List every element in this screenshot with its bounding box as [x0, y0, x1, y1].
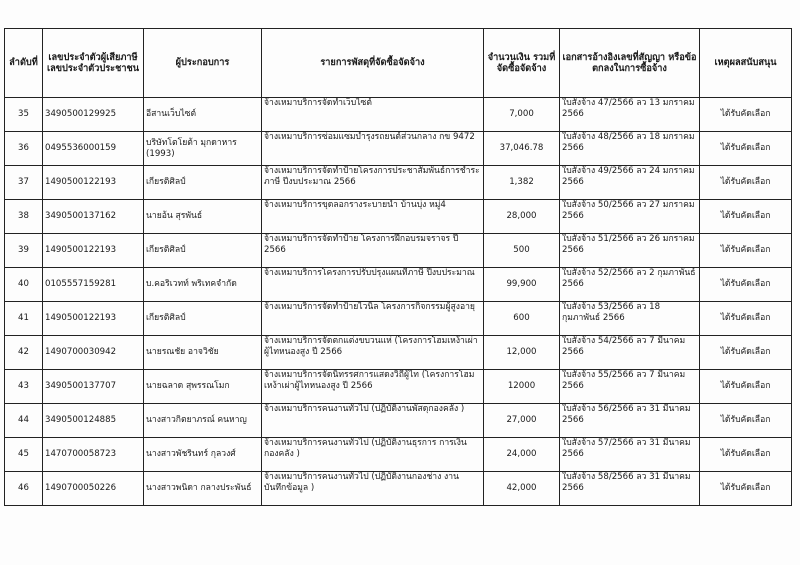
vendor-cell: เกียรติศิลป์ — [144, 302, 262, 336]
reason-cell: ได้รับคัดเลือก — [700, 404, 792, 438]
row-number: 43 — [5, 370, 43, 404]
vendor-cell: นายอ้น สุรพันธ์ — [144, 200, 262, 234]
amount-cell: 500 — [484, 234, 560, 268]
tax-id-cell: 1470700058723 — [43, 438, 144, 472]
tax-id-cell: 0495536000159 — [43, 132, 144, 166]
row-number: 42 — [5, 336, 43, 370]
reference-cell: ใบสั่งจ้าง 47/2566 ลว 13 มกราคม 2566 — [560, 98, 700, 132]
row-number: 35 — [5, 98, 43, 132]
row-number: 46 — [5, 472, 43, 506]
vendor-cell: อีสานเว็บไซต์ — [144, 98, 262, 132]
tax-id-cell: 3490500129925 — [43, 98, 144, 132]
tax-id-cell: 1490500122193 — [43, 166, 144, 200]
row-number: 44 — [5, 404, 43, 438]
item-cell: จ้างเหมาบริการจัดนิทรรศการแสดงวิถีผู้ไท (โครงการโฮมเหง้าเผ่าผู้ไทหนองสูง ปี 2566 — [262, 370, 484, 404]
vendor-cell: นางสาวพัชรินทร์ กุลวงศ์ — [144, 438, 262, 472]
tax-id-cell: 1490500122193 — [43, 234, 144, 268]
table-row — [5, 98, 792, 132]
tax-id-cell: 0105557159281 — [43, 268, 144, 302]
item-cell: จ้างเหมาบริการคนงานทั่วไป (ปฏิบัติงานธุรการ การเงินกองคลัง ) — [262, 438, 484, 472]
amount-cell: 24,000 — [484, 438, 560, 472]
table-row — [5, 472, 792, 506]
header-tax-id: เลขประจำตัวผู้เสียภาษี เลขประจำตัวประชาชน — [43, 29, 144, 98]
item-cell: จ้างเหมาบริการจัดทำป้ายไวนิล โครงการกิจกรรมผู้สูงอายุ — [262, 302, 484, 336]
reason-cell: ได้รับคัดเลือก — [700, 370, 792, 404]
header-no: ลำดับที่ — [5, 29, 43, 98]
reason-cell: ได้รับคัดเลือก — [700, 472, 792, 506]
reason-cell: ได้รับคัดเลือก — [700, 98, 792, 132]
amount-cell: 37,046.78 — [484, 132, 560, 166]
row-number: 36 — [5, 132, 43, 166]
table-row — [5, 336, 792, 370]
vendor-cell: เกียรติศิลป์ — [144, 234, 262, 268]
item-cell: จ้างเหมาบริการซ่อมแซมบำรุงรถยนต์ส่วนกลาง กข 9472 — [262, 132, 484, 166]
reference-cell: ใบสั่งจ้าง 54/2566 ลว 7 มีนาคม 2566 — [560, 336, 700, 370]
item-cell: จ้างเหมาบริการจัดทำป้ายโครงการประชาสัมพันธ์การชำระภาษี ปีงบประมาณ 2566 — [262, 166, 484, 200]
vendor-cell: บ.คอริเวทท์ พริเทคจำกัด — [144, 268, 262, 302]
table-row — [5, 268, 792, 302]
reference-cell: ใบสั่งจ้าง 48/2566 ลว 18 มกราคม 2566 — [560, 132, 700, 166]
item-cell: จ้างเหมาบริการโครงการปรับปรุงแผนที่ภาษี ปีงบประมาณ — [262, 268, 484, 302]
reference-cell: ใบสั่งจ้าง 50/2566 ลว 27 มกราคม 2566 — [560, 200, 700, 234]
amount-cell: 42,000 — [484, 472, 560, 506]
row-number: 39 — [5, 234, 43, 268]
reason-cell: ได้รับคัดเลือก — [700, 438, 792, 472]
reference-cell: ใบสั่งจ้าง 58/2566 ลว 31 มีนาคม 2566 — [560, 472, 700, 506]
table-row — [5, 438, 792, 472]
item-cell: จ้างเหมาบริการจัดตกแต่งขบวนแห่ (โครงการโฮมเหง้าเผ่าผู้ไทหนองสูง ปี 2566 — [262, 336, 484, 370]
reference-cell: ใบสั่งจ้าง 49/2566 ลว 24 มกราคม 2566 — [560, 166, 700, 200]
row-number: 41 — [5, 302, 43, 336]
item-cell: จ้างเหมาบริการขุดลอกรางระบายน้ำ บ้านบุ่ง หมู่4 — [262, 200, 484, 234]
header-vendor: ผู้ประกอบการ — [144, 29, 262, 98]
tax-id-cell: 1490700030942 — [43, 336, 144, 370]
row-number: 38 — [5, 200, 43, 234]
reason-cell: ได้รับคัดเลือก — [700, 200, 792, 234]
item-cell: จ้างเหมาบริการคนงานทั่วไป (ปฏิบัติงานกองช่าง งานบันทึกข้อมูล ) — [262, 472, 484, 506]
header-reason: เหตุผลสนับสนุน — [700, 29, 792, 98]
row-number: 45 — [5, 438, 43, 472]
tax-id-cell: 3490500137162 — [43, 200, 144, 234]
header-item: รายการพัสดุที่จัดซื้อจัดจ้าง — [262, 29, 484, 98]
vendor-cell: นางสาวกิตยาภรณ์ คนหาญ — [144, 404, 262, 438]
tax-id-cell: 3490500124885 — [43, 404, 144, 438]
reference-cell: ใบสั่งจ้าง 57/2566 ลว 31 มีนาคม 2566 — [560, 438, 700, 472]
item-cell: จ้างเหมาบริการคนงานทั่วไป (ปฏิบัติงานพัสดุกองคลัง ) — [262, 404, 484, 438]
table-row — [5, 166, 792, 200]
reference-cell: ใบสั่งจ้าง 51/2566 ลว 26 มกราคม 2566 — [560, 234, 700, 268]
table-row — [5, 302, 792, 336]
tax-id-cell: 1490500122193 — [43, 302, 144, 336]
amount-cell: 600 — [484, 302, 560, 336]
header-amount: จำนวนเงิน รวมที่จัดซื้อจัดจ้าง — [484, 29, 560, 98]
tax-id-cell: 3490500137707 — [43, 370, 144, 404]
vendor-cell: เกียรติศิลป์ — [144, 166, 262, 200]
reference-cell: ใบสั่งจ้าง 55/2566 ลว 7 มีนาคม 2566 — [560, 370, 700, 404]
amount-cell: 99,900 — [484, 268, 560, 302]
amount-cell: 28,000 — [484, 200, 560, 234]
vendor-cell: นางสาวพนิดา กลางประพันธ์ — [144, 472, 262, 506]
row-number: 40 — [5, 268, 43, 302]
procurement-table — [4, 28, 792, 506]
reason-cell: ได้รับคัดเลือก — [700, 234, 792, 268]
vendor-cell: นายฉลาด สุพรรณโมก — [144, 370, 262, 404]
tax-id-cell: 1490700050226 — [43, 472, 144, 506]
amount-cell: 12,000 — [484, 336, 560, 370]
amount-cell: 1,382 — [484, 166, 560, 200]
reason-cell: ได้รับคัดเลือก — [700, 132, 792, 166]
table-row — [5, 200, 792, 234]
header-row — [5, 29, 792, 98]
table-row — [5, 404, 792, 438]
row-number: 37 — [5, 166, 43, 200]
vendor-cell: นายรณชัย อาจวิชัย — [144, 336, 262, 370]
table-body — [5, 98, 792, 506]
amount-cell: 27,000 — [484, 404, 560, 438]
table-row — [5, 370, 792, 404]
reason-cell: ได้รับคัดเลือก — [700, 336, 792, 370]
table-row — [5, 132, 792, 166]
reason-cell: ได้รับคัดเลือก — [700, 268, 792, 302]
vendor-cell: บริษัทโตโยต้า มุกดาหาร (1993) — [144, 132, 262, 166]
item-cell: จ้างเหมาบริการจัดทำเว็บไซต์ — [262, 98, 484, 132]
amount-cell: 7,000 — [484, 98, 560, 132]
reference-cell: ใบสั่งจ้าง 56/2566 ลว 31 มีนาคม 2566 — [560, 404, 700, 438]
reference-cell: ใบสั่งจ้าง 53/2566 ลว 18 กุมภาพันธ์ 2566 — [560, 302, 700, 336]
reference-cell: ใบสั่งจ้าง 52/2566 ลว 2 กุมภาพันธ์ 2566 — [560, 268, 700, 302]
table-row — [5, 234, 792, 268]
item-cell: จ้างเหมาบริการจัดทำป้าย โครงการฝึกอบรมจราจร ปี 2566 — [262, 234, 484, 268]
header-reference: เอกสารอ้างอิงเลขที่สัญญา หรือข้อตกลงในการซื้อจ้าง — [560, 29, 700, 98]
reason-cell: ได้รับคัดเลือก — [700, 166, 792, 200]
reason-cell: ได้รับคัดเลือก — [700, 302, 792, 336]
amount-cell: 12000 — [484, 370, 560, 404]
